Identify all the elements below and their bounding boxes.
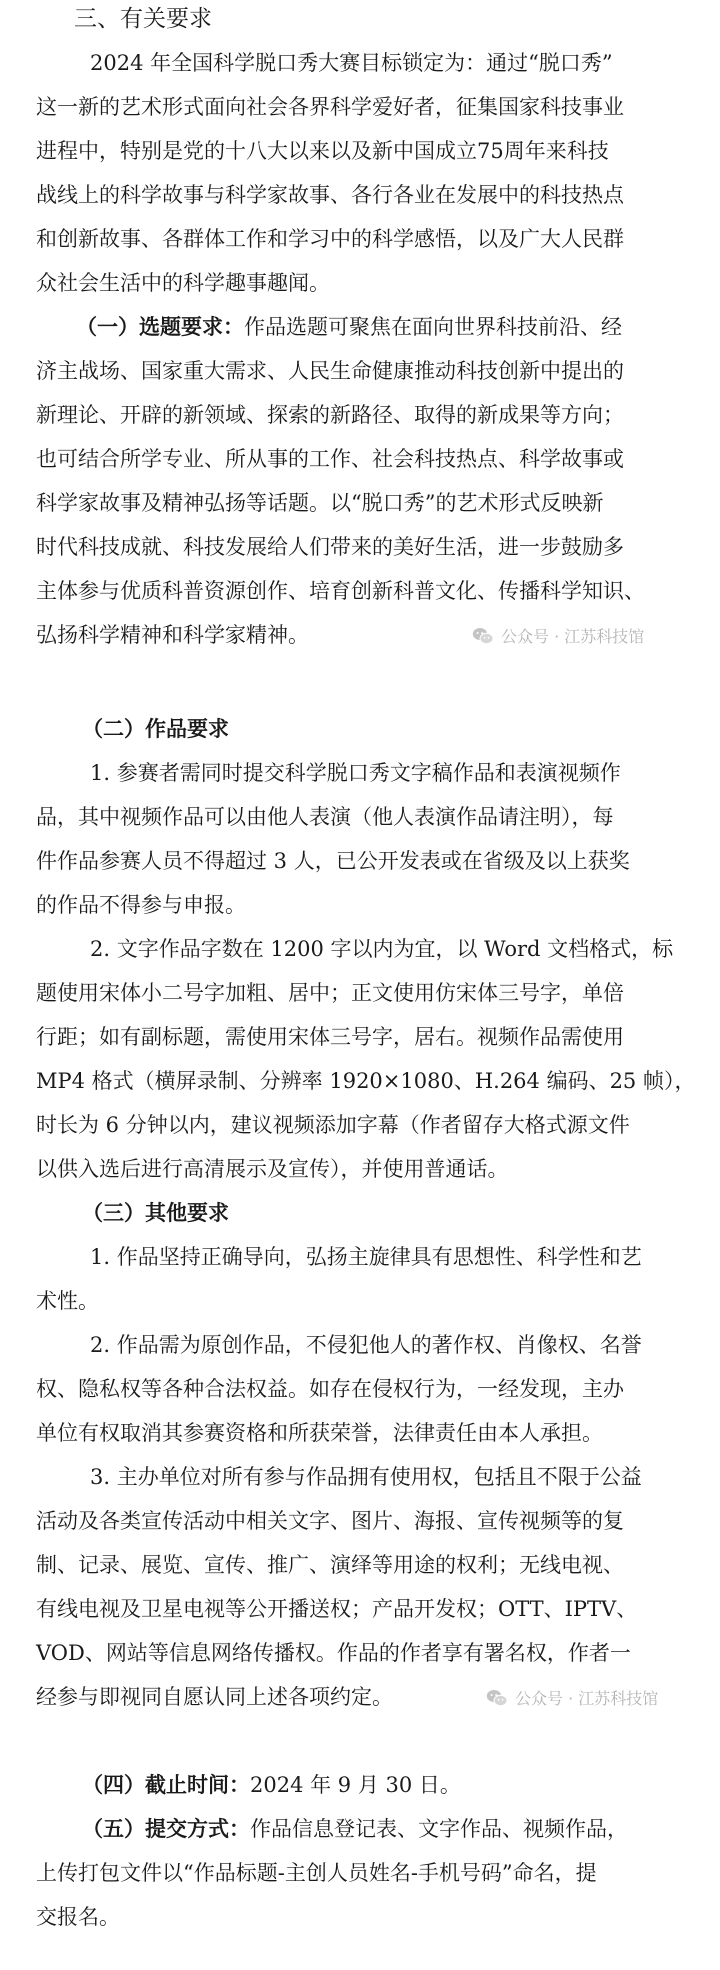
intro-line-4: 战线上的科学故事与科学家故事、各行各业在发展中的科技热点 — [36, 183, 624, 207]
works-p1-line-4: 的作品不得参与申报。 — [36, 893, 246, 917]
other-p1-line-1: 1. 作品坚持正确导向，弘扬主旋律具有思想性、科学性和艺 — [90, 1245, 642, 1269]
other-p3-line-3: 制、记录、展览、宣传、推广、演绎等用途的权利；无线电视、 — [36, 1553, 624, 1577]
wechat-icon — [472, 627, 494, 645]
topic-line-6: 时代科技成就、科技发展给人们带来的美好生活，进一步鼓励多 — [36, 535, 624, 559]
watermark-text: 公众号 · 江苏科技馆 — [515, 1689, 659, 1708]
watermark-top — [472, 624, 644, 647]
works-heading: （二）作品要求 — [82, 716, 229, 741]
works-p2-line-1: 2. 文字作品字数在 1200 字以内为宜，以 Word 文档格式，标 — [90, 937, 674, 961]
topic-line-3: 新理论、开辟的新领域、探索的新路径、取得的新成果等方向； — [36, 403, 624, 427]
works-p2-line-3: 行距；如有副标题，需使用宋体三号字，居右。视频作品需使用 — [36, 1025, 624, 1049]
topic-line-2: 济主战场、国家重大需求、人民生命健康推动科技创新中提出的 — [36, 359, 624, 383]
intro-line-5: 和创新故事、各群体工作和学习中的科学感悟，以及广大人民群 — [36, 227, 624, 251]
other-p2-line-3: 单位有权取消其参赛资格和所获荣誉，法律责任由本人承担。 — [36, 1421, 603, 1445]
wechat-icon — [486, 1689, 508, 1707]
works-p1-line-3: 件作品参赛人员不得超过 3 人，已公开发表或在省级及以上获奖 — [36, 849, 630, 873]
submit-text: 作品信息登记表、文字作品、视频作品， — [250, 1817, 628, 1841]
submit-line-2: 上传打包文件以“作品标题-主创人员姓名-手机号码”命名，提 — [36, 1861, 597, 1885]
works-p1-line-1: 1. 参赛者需同时提交科学脱口秀文字稿作品和表演视频作 — [90, 761, 621, 785]
works-p2-line-2: 题使用宋体小二号字加粗、居中；正文使用仿宋体三号字，单倍 — [36, 981, 624, 1005]
other-p1-line-2: 术性。 — [36, 1289, 99, 1313]
topic-line-5: 科学家故事及精神弘扬等话题。以“脱口秀”的艺术形式反映新 — [36, 491, 604, 515]
deadline-value: 2024 年 9 月 30 日。 — [250, 1773, 461, 1797]
topic-label: （一）选题要求： — [76, 314, 244, 339]
works-p2-line-6: 以供入选后进行高清展示及宣传），并使用普通话。 — [36, 1157, 509, 1181]
topic-line-4: 也可结合所学专业、所从事的工作、社会科技热点、科学故事或 — [36, 447, 624, 471]
intro-line-1: 2024 年全国科学脱口秀大赛目标锁定为：通过“脱口秀” — [90, 51, 613, 75]
submit-label: （五）提交方式： — [82, 1816, 250, 1841]
other-p3-line-6: 经参与即视同自愿认同上述各项约定。 — [36, 1685, 393, 1709]
other-p3-line-4: 有线电视及卫星电视等公开播送权；产品开发权；OTT、IPTV、 — [36, 1597, 638, 1621]
works-p2-line-4: MP4 格式（横屏录制、分辨率 1920×1080、H.264 编码、25 帧）， — [36, 1069, 696, 1093]
submit-line-3: 交报名。 — [36, 1905, 120, 1929]
other-p2-line-1: 2. 作品需为原创作品，不侵犯他人的著作权、肖像权、名誉 — [90, 1333, 642, 1357]
watermark-bottom — [486, 1686, 658, 1709]
other-p3-line-1: 3. 主办单位对所有参与作品拥有使用权，包括且不限于公益 — [90, 1465, 642, 1489]
topic-line-1 — [76, 312, 720, 342]
deadline-line — [82, 1770, 720, 1800]
works-p1-line-2: 品，其中视频作品可以由他人表演（他人表演作品请注明），每 — [36, 805, 614, 829]
submit-line-1 — [82, 1814, 720, 1844]
topic-line-8: 弘扬科学精神和科学家精神。 — [36, 623, 309, 647]
deadline-label: （四）截止时间： — [82, 1772, 250, 1797]
watermark-text: 公众号 · 江苏科技馆 — [501, 627, 645, 646]
other-heading: （三）其他要求 — [82, 1200, 229, 1225]
intro-line-6: 众社会生活中的科学趣事趣闻。 — [36, 271, 330, 295]
topic-line-7: 主体参与优质科普资源创作、培育创新科普文化、传播科学知识、 — [36, 579, 645, 603]
section-heading: 三、有关要求 — [74, 6, 212, 32]
other-p3-line-2: 活动及各类宣传活动中相关文字、图片、海报、宣传视频等的复 — [36, 1509, 624, 1533]
other-p3-line-5: VOD、网站等信息网络传播权。作品的作者享有署名权，作者一 — [36, 1641, 631, 1665]
intro-line-2: 这一新的艺术形式面向社会各界科学爱好者，征集国家科技事业 — [36, 95, 624, 119]
works-p2-line-5: 时长为 6 分钟以内，建议视频添加字幕（作者留存大格式源文件 — [36, 1113, 630, 1137]
other-p2-line-2: 权、隐私权等各种合法权益。如存在侵权行为，一经发现，主办 — [36, 1377, 624, 1401]
intro-line-3: 进程中，特别是党的十八大以来以及新中国成立75周年来科技 — [36, 139, 609, 163]
topic-text: 作品选题可聚焦在面向世界科技前沿、经 — [244, 315, 622, 339]
